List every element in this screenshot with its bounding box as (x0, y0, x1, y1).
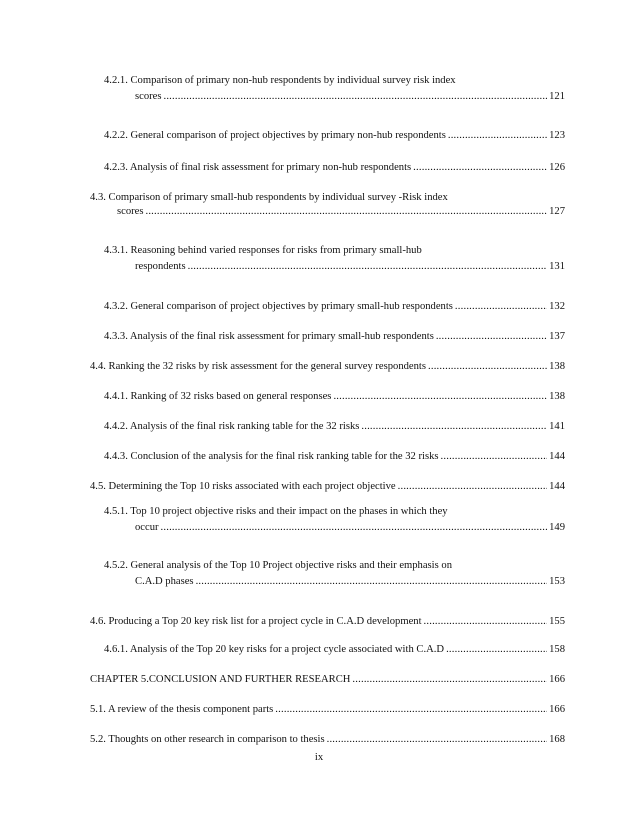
dot-leader (455, 300, 547, 313)
dot-leader (446, 643, 547, 656)
toc-entry-title: 4.4.2. Analysis of the final risk ranking table for the 32 risks (104, 421, 360, 432)
toc-page-number: 132 (549, 301, 565, 312)
toc-entry-leader-line (104, 420, 565, 433)
toc-entry-title: 4.6. Producing a Top 20 key risk list for a project cycle in C.A.D development (90, 616, 422, 627)
toc-entry-title: 5.1. A review of the thesis component parts (90, 704, 274, 715)
dot-leader (428, 360, 547, 373)
toc-page-number: 131 (549, 261, 565, 272)
toc-page-number: 149 (549, 522, 565, 533)
dot-leader (275, 703, 547, 716)
toc-entry-leader-line (104, 129, 565, 142)
toc-entry-title: 4.3.3. Analysis of the final risk assessment for primary small-hub respondents (104, 331, 434, 342)
toc-page-number: 144 (549, 451, 565, 462)
toc-entry-title: 4.2.1. Comparison of primary non-hub respondents by individual survey risk index (104, 75, 456, 86)
toc-entry-title: 4.5. Determining the Top 10 risks associated with each project objective (90, 481, 396, 492)
toc-entry-leader-line (135, 90, 565, 103)
dot-leader (441, 450, 548, 463)
dot-leader (163, 90, 547, 103)
toc-page-number: 123 (549, 130, 565, 141)
dot-leader (398, 480, 547, 493)
toc-page-number: 137 (549, 331, 565, 342)
toc-entry-title: 4.4.1. Ranking of 32 risks based on general responses (104, 391, 332, 402)
toc-entry-leader-line (90, 480, 565, 493)
dot-leader (448, 129, 547, 142)
toc-entry-leader-line (104, 161, 565, 174)
toc-page-number: 121 (549, 91, 565, 102)
toc-page-number: 141 (549, 421, 565, 432)
toc-page-number: 155 (549, 616, 565, 627)
toc-entry-leader-line (135, 260, 565, 273)
dot-leader (161, 521, 548, 534)
toc-entry-title: 4.3.1. Reasoning behind varied responses for risks from primary small-hub (104, 245, 422, 256)
toc-entry-title: 4.2.3. Analysis of final risk assessment for primary non-hub respondents (104, 162, 412, 173)
toc-entry-leader-line (90, 733, 565, 746)
toc-page-number: 138 (549, 391, 565, 402)
dot-leader (424, 615, 548, 628)
toc-entry-title: 4.4.3. Conclusion of the analysis for the final risk ranking table for the 32 risks (104, 451, 439, 462)
toc-page-number: 138 (549, 361, 565, 372)
toc-entry-leader-line (135, 521, 565, 534)
toc-entry-leader-line (90, 673, 565, 686)
toc-entry-title: CHAPTER 5.CONCLUSION AND FURTHER RESEARCH (90, 674, 351, 685)
toc-page-number: 144 (549, 481, 565, 492)
toc-entry-leader-line (90, 703, 565, 716)
toc-entry-title-cont: scores (135, 91, 162, 102)
toc-entry-title: 4.5.1. Top 10 project objective risks and their impact on the phases in which they (104, 506, 448, 517)
toc-entry-title: 5.2. Thoughts on other research in comparison to thesis (90, 734, 325, 745)
toc-entry-title: 4.4. Ranking the 32 risks by risk assessment for the general survey respondents (90, 361, 426, 372)
toc-page-number: 166 (549, 704, 565, 715)
dot-leader (188, 260, 548, 273)
dot-leader (145, 205, 547, 218)
toc-page-number: 153 (549, 576, 565, 587)
dot-leader (327, 733, 548, 746)
page-number: ix (314, 752, 324, 763)
toc-page-number: 166 (549, 674, 565, 685)
toc-entry-title-cont: occur (135, 522, 159, 533)
toc-entry-title: 4.3. Comparison of primary small-hub respondents by individual survey -Risk index (90, 192, 448, 203)
toc-entry-title: 4.5.2. General analysis of the Top 10 Project objective risks and their emphasis on (104, 560, 452, 571)
toc-entry-title: 4.2.2. General comparison of project objectives by primary non-hub respondents (104, 130, 446, 141)
toc-page-number: 168 (549, 734, 565, 745)
toc-entry-leader-line (104, 390, 565, 403)
toc-page-number: 127 (549, 206, 565, 217)
toc-entry-leader-line (135, 575, 565, 588)
dot-leader (361, 420, 547, 433)
dot-leader (413, 161, 547, 174)
dot-leader (436, 330, 547, 343)
toc-entry-leader-line (104, 330, 565, 343)
toc-entry-title-cont: C.A.D phases (135, 576, 194, 587)
toc-entry-leader-line (90, 615, 565, 628)
toc-entry-leader-line (104, 300, 565, 313)
dot-leader (333, 390, 547, 403)
dot-leader (352, 673, 547, 686)
dot-leader (196, 575, 548, 588)
toc-entry-title-cont: scores (117, 206, 144, 217)
toc-entry-title: 4.6.1. Analysis of the Top 20 key risks for a project cycle associated with C.A.D (104, 644, 445, 655)
toc-entry-title: 4.3.2. General comparison of project objectives by primary small-hub respondents (104, 301, 453, 312)
toc-entry-leader-line (117, 205, 565, 218)
toc-entry-title-cont: respondents (135, 261, 186, 272)
toc-entry-leader-line (90, 360, 565, 373)
toc-page-number: 158 (549, 644, 565, 655)
toc-entry-leader-line (104, 643, 565, 656)
toc-page-number: 126 (549, 162, 565, 173)
toc-entry-leader-line (104, 450, 565, 463)
